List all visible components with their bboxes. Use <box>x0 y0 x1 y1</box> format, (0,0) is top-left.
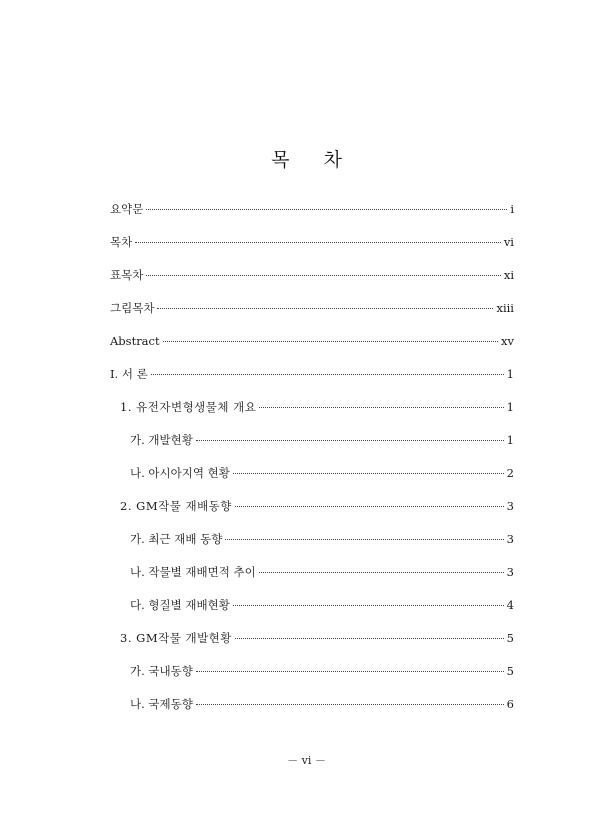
toc-entry-label: Abstract <box>110 334 160 348</box>
toc-dot-leader <box>135 242 501 243</box>
toc-entry-label: 표목차 <box>110 268 144 282</box>
toc-dot-leader <box>233 605 504 606</box>
toc-page-number: 1 <box>506 400 514 414</box>
page-title: 목 차 <box>271 149 356 171</box>
toc-entry-label: Ⅰ. 서 론 <box>110 367 148 381</box>
toc-page-number: 4 <box>506 598 514 612</box>
toc-page-number: 1 <box>506 433 514 447</box>
toc-dot-leader <box>157 308 493 309</box>
toc-entry-label: 나. 작물별 재배면적 추이 <box>130 565 256 579</box>
toc-entry-label: 요약문 <box>110 202 144 216</box>
toc-page-number: 3 <box>506 499 514 513</box>
toc-entry-subsection[interactable] <box>110 563 514 596</box>
toc-entry-summary[interactable] <box>110 200 514 233</box>
toc-entry-label: 1. 유전자변형생물체 개요 <box>120 400 257 414</box>
toc-page-number: 5 <box>506 664 514 678</box>
toc-entry-subsection[interactable] <box>110 596 514 629</box>
toc-dot-leader <box>235 506 504 507</box>
toc-page-number: vi <box>503 235 514 249</box>
toc-page-number: xiii <box>496 301 514 315</box>
toc-page-number: 2 <box>506 466 514 480</box>
toc-entry-label: 나. 아시아지역 현황 <box>130 466 230 480</box>
toc-dot-leader <box>163 341 498 342</box>
toc-dot-leader <box>196 440 504 441</box>
toc-page-number: 5 <box>506 631 514 645</box>
toc-page-number: i <box>510 202 514 216</box>
toc-entry-label: 다. 형질별 재배현황 <box>130 598 230 612</box>
toc-entry-label: 가. 최근 재배 동향 <box>130 532 223 546</box>
toc-dot-leader <box>146 209 507 210</box>
toc-entry-label: 가. 개발현황 <box>130 433 193 447</box>
toc-page-number: xv <box>501 334 514 348</box>
toc-page-number: 3 <box>506 532 514 546</box>
toc-dot-leader <box>259 572 504 573</box>
page-number-footer: － vi － <box>287 754 326 767</box>
toc-entry-subsection[interactable] <box>110 530 514 563</box>
toc-entry-section-1-1[interactable] <box>110 398 514 431</box>
toc-entry-chapter-1[interactable] <box>110 365 514 398</box>
toc-entry-label: 3. GM작물 개발현황 <box>120 631 232 645</box>
toc-entry-list-of-tables[interactable] <box>110 266 514 299</box>
toc-page-number: 3 <box>506 565 514 579</box>
toc-dot-leader <box>235 638 504 639</box>
toc-entry-label: 2. GM작물 재배동향 <box>120 499 232 513</box>
toc-entry-subsection[interactable] <box>110 464 514 497</box>
toc-entry-abstract[interactable] <box>110 332 514 365</box>
toc-dot-leader <box>233 473 504 474</box>
toc-entry-label: 가. 국내동향 <box>130 664 193 678</box>
toc-dot-leader <box>151 374 504 375</box>
toc-dot-leader <box>259 407 503 408</box>
toc-dot-leader <box>196 704 504 705</box>
toc-entry-section-1-2[interactable] <box>110 497 514 530</box>
toc-entry-subsection[interactable] <box>110 431 514 464</box>
toc-page-number: xi <box>503 268 514 282</box>
toc-page-number: 6 <box>506 697 514 711</box>
toc-entry-contents[interactable] <box>110 233 514 266</box>
toc-dot-leader <box>146 275 501 276</box>
toc-entry-subsection[interactable] <box>110 662 514 695</box>
toc-entry-label: 목차 <box>110 235 133 249</box>
toc-entry-list-of-figures[interactable] <box>110 299 514 332</box>
toc-entry-label: 그림목차 <box>110 301 155 315</box>
table-of-contents <box>110 200 514 728</box>
toc-dot-leader <box>196 671 504 672</box>
toc-entry-label: 나. 국제동향 <box>130 697 193 711</box>
toc-dot-leader <box>225 539 503 540</box>
toc-page-number: 1 <box>506 367 514 381</box>
toc-entry-section-1-3[interactable] <box>110 629 514 662</box>
toc-entry-subsection[interactable] <box>110 695 514 728</box>
